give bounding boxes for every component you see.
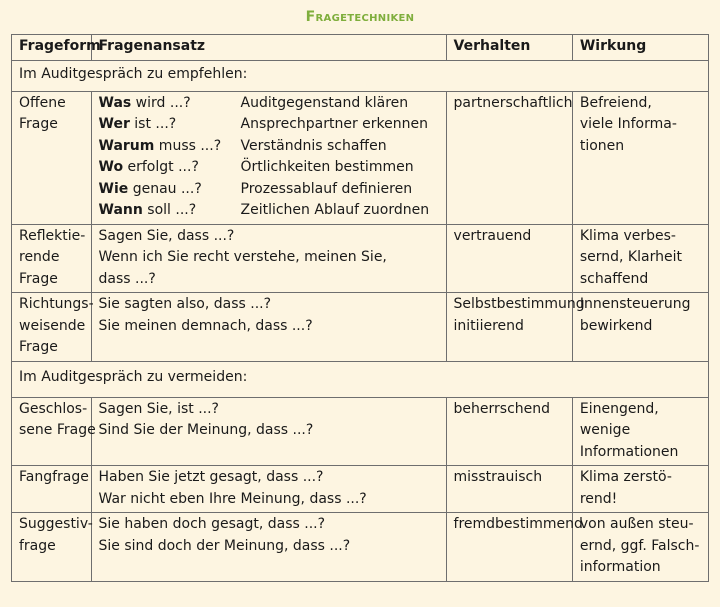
frageform-line: Frage (19, 339, 58, 355)
fragenansatz-line: Sagen Sie, ist ...? (98, 400, 219, 417)
wirkung-line: Klima zerstö- (579, 469, 672, 485)
wirkung-line: ernd, ggf. Falsch- (579, 537, 700, 554)
frageform-line: Offene (19, 94, 66, 111)
frageform-line: Suggestiv- (19, 516, 93, 532)
fragenansatz-line: Haben Sie jetzt gesagt, dass ...? (98, 469, 324, 485)
frageform-line: frage (19, 537, 56, 554)
wirkung-line: sernd, Klarheit (579, 249, 682, 265)
cell-wirkung (572, 466, 708, 513)
wirkung-line: information (579, 559, 661, 575)
wirkung-line: Befreiend, (579, 94, 652, 111)
wirkung-line: von außen steu- (579, 516, 694, 532)
question-rest: wird ...? (131, 94, 191, 111)
wirkung-line: Informationen (579, 443, 679, 460)
cell-verhalten (446, 224, 572, 293)
cell-verhalten (446, 466, 572, 513)
fragenansatz-line: Sie sagten also, dass ...? (98, 296, 272, 312)
cell-wirkung (572, 91, 708, 224)
header-frageform: Frageform (12, 35, 92, 61)
question-text (99, 200, 241, 222)
question-purpose: Örtlichkeiten bestimmen (240, 159, 414, 175)
cell-frageform (12, 91, 92, 224)
question-pair (99, 93, 439, 115)
verhalten-line: partnerschaftlich (453, 94, 573, 111)
question-purpose: Auditgegenstand klären (240, 94, 409, 111)
verhalten-line: misstrauisch (453, 469, 543, 485)
cell-fragenansatz (91, 91, 446, 224)
wirkung-line: Innensteuerung (579, 296, 691, 312)
cell-verhalten (446, 513, 583, 582)
cell-verhalten (446, 397, 572, 466)
frageform-line: weisende (19, 317, 86, 334)
frageform-line: Frage (19, 270, 58, 287)
verhalten-line: fremdbestimmend (453, 516, 583, 532)
cell-wirkung (572, 293, 708, 362)
question-word: Wo (98, 159, 124, 175)
table-row (12, 224, 709, 293)
wirkung-line: tionen (579, 137, 625, 154)
verhalten-line: Selbstbestimmung (453, 296, 585, 312)
question-rest: muss ...? (154, 137, 222, 154)
question-rest: erfolgt ...? (123, 159, 199, 175)
table-row (12, 513, 709, 582)
cell-wirkung (572, 397, 708, 466)
question-word: Was (98, 94, 132, 111)
fragenansatz-line: Sie sind doch der Meinung, dass ...? (98, 537, 351, 554)
fragenansatz-line: Sind Sie der Meinung, dass ...? (98, 422, 314, 438)
header-wirkung: Wirkung (572, 35, 708, 61)
question-purpose: Prozessablauf definieren (240, 180, 413, 197)
cell-fragenansatz (91, 466, 446, 513)
page-title: Fragetechniken (305, 9, 415, 25)
frageform-line: Fangfrage (19, 469, 89, 485)
fragenansatz-line: War nicht eben Ihre Meinung, dass ...? (98, 490, 367, 507)
frageform-line: Geschlos- (19, 400, 88, 417)
table-row-offene-frage (12, 91, 709, 224)
question-text (99, 93, 241, 115)
fragenansatz-line: dass ...? (98, 270, 156, 287)
header-verhalten: Verhalten (446, 35, 572, 61)
question-text (99, 136, 241, 158)
table-row (12, 293, 709, 362)
cell-fragenansatz (91, 513, 446, 582)
frageform-line: Reflektie- (19, 227, 86, 244)
cell-verhalten (446, 91, 572, 224)
wirkung-line: Klima verbes- (579, 227, 676, 244)
wirkung-line: viele Informa- (579, 116, 677, 132)
verhalten-line: beherrschend (453, 400, 551, 417)
question-pair (99, 136, 439, 158)
question-purpose: Zeitlichen Ablauf zuordnen (240, 202, 430, 218)
cell-verhalten (446, 293, 585, 362)
section-label-avoid: Im Auditgespräch zu vermeiden: (12, 361, 709, 397)
section-row-avoid (12, 361, 709, 397)
verhalten-line: initiierend (453, 317, 524, 334)
question-pair (99, 157, 439, 179)
question-rest: soll ...? (142, 202, 197, 218)
header-row (12, 35, 709, 61)
verhalten-line: vertrauend (453, 227, 532, 244)
frageform-line: sene Frage (19, 422, 96, 438)
cell-frageform (12, 293, 92, 362)
cell-frageform (12, 466, 92, 513)
frageform-line: Frage (19, 116, 58, 132)
question-word: Wann (98, 202, 143, 218)
wirkung-line: wenige (579, 422, 631, 438)
question-word: Wer (98, 116, 130, 132)
question-rest: ist ...? (129, 116, 177, 132)
wirkung-line: schaffend (579, 270, 649, 287)
wirkung-line: Einengend, (579, 400, 659, 417)
cell-fragenansatz (91, 397, 446, 466)
question-text (99, 114, 241, 136)
cell-frageform (12, 513, 92, 582)
cell-fragenansatz (91, 224, 446, 293)
question-pair (99, 200, 439, 222)
table-row (12, 397, 709, 466)
question-text (99, 179, 241, 201)
cell-frageform (12, 224, 92, 293)
frageform-line: Richtungs- (19, 296, 94, 312)
wirkung-line: bewirkend (579, 317, 653, 334)
question-purpose: Verständnis schaffen (240, 137, 387, 154)
cell-fragenansatz (91, 293, 446, 362)
cell-wirkung (572, 224, 708, 293)
question-text (99, 157, 241, 179)
question-word: Warum (98, 137, 155, 154)
wirkung-line: rend! (579, 490, 618, 507)
section-row-recommend (12, 60, 709, 91)
question-rest: genau ...? (128, 180, 202, 197)
question-pair (99, 114, 439, 136)
question-purpose: Ansprechpartner erkennen (240, 116, 428, 132)
fragenansatz-line: Sie haben doch gesagt, dass ...? (98, 516, 326, 532)
question-techniques-table (11, 34, 709, 582)
question-word: Wie (98, 180, 129, 197)
fragenansatz-line: Sagen Sie, dass ...? (98, 227, 235, 244)
table-row (12, 466, 709, 513)
section-label-recommend: Im Auditgespräch zu empfehlen: (12, 60, 709, 91)
cell-frageform (12, 397, 96, 466)
fragenansatz-line: Wenn ich Sie recht verstehe, meinen Sie, (98, 249, 387, 265)
frageform-line: rende (19, 249, 60, 265)
cell-wirkung (572, 513, 708, 582)
header-fragenansatz: Fragenansatz (91, 35, 446, 61)
fragenansatz-line: Sie meinen demnach, dass ...? (98, 317, 313, 334)
question-pair (99, 179, 439, 201)
